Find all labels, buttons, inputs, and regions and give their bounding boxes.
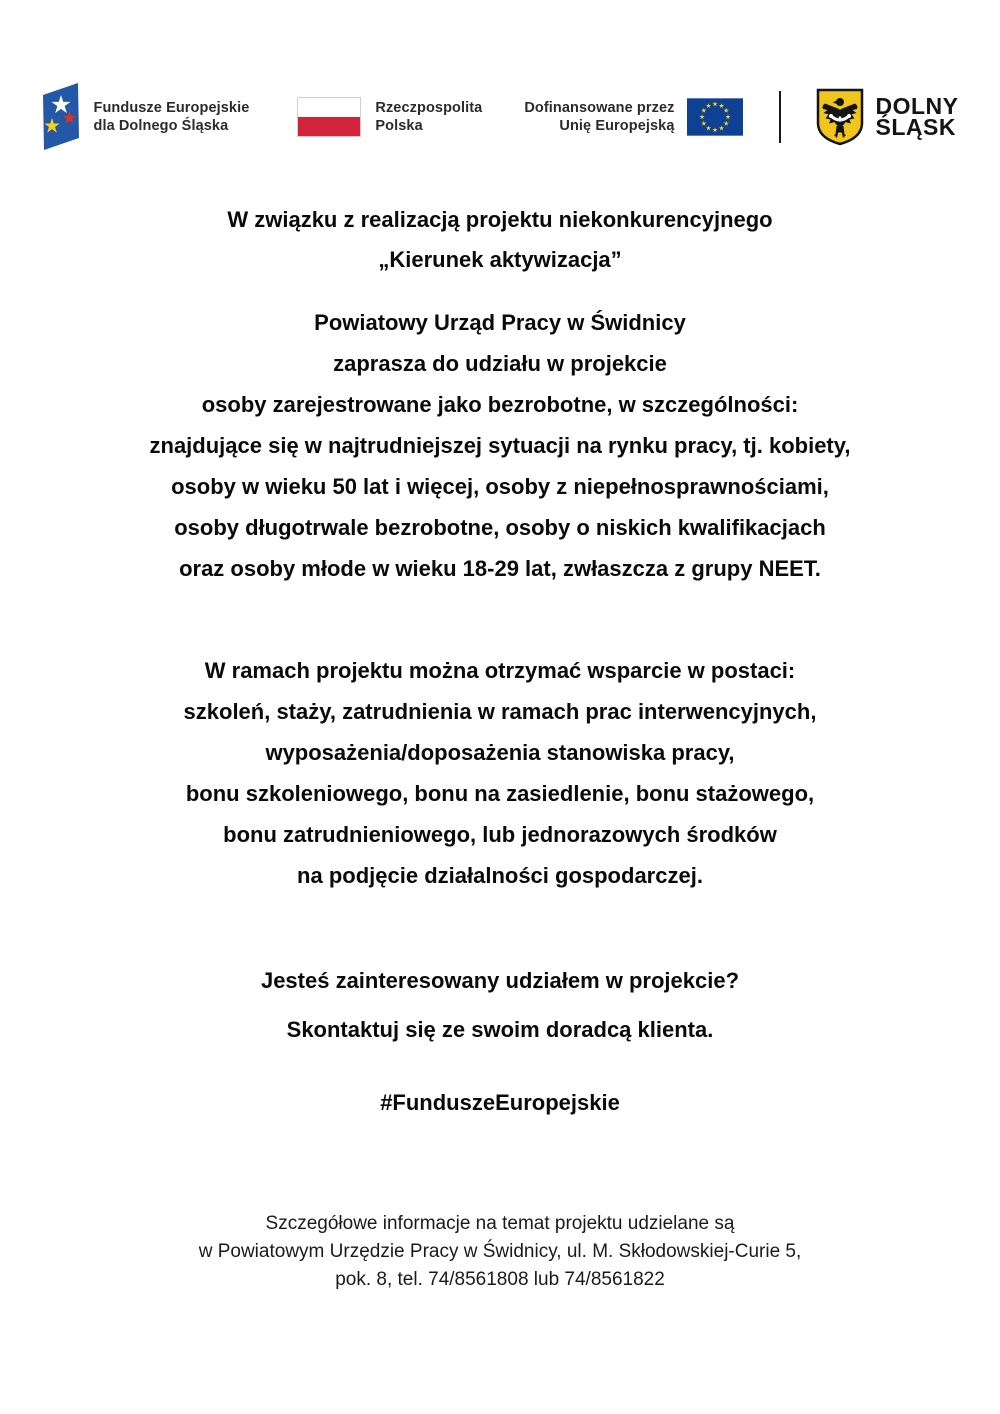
intro-line: W związku z realizacją projektu niekonkurencyjnego <box>227 207 773 232</box>
support-line: wyposażenia/doposażenia stanowiska pracy, <box>265 740 735 765</box>
ds-logo-caption <box>875 93 959 140</box>
intro-paragraph <box>100 200 900 280</box>
fe-logo-line2: dla Dolnego Śląska <box>93 118 229 134</box>
invitation-line: Powiatowy Urząd Pracy w Świdnicy <box>314 310 686 335</box>
lower-silesia-crest-icon <box>815 87 865 147</box>
support-line: szkoleń, staży, zatrudnienia w ramach prac interwencyjnych, <box>183 699 817 724</box>
project-title: „Kierunek aktywizacja” <box>378 247 622 272</box>
invitation-line: osoby w wieku 50 lat i więcej, osoby z niepełnosprawnościami, <box>171 474 829 499</box>
fe-logo-caption <box>93 99 249 135</box>
footer-line: w Powiatowym Urzędzie Pracy w Świdnicy, ul. M. Skłodowskiej-Curie 5, <box>198 1241 802 1262</box>
logo-strip <box>0 83 1000 151</box>
poland-flag-icon <box>297 97 361 137</box>
cta-question: Jesteś zainteresowany udziałem w projekcie? <box>260 968 740 993</box>
eu-logo-caption <box>524 99 674 135</box>
eu-funds-flag-icon <box>41 82 81 152</box>
invitation-line: osoby długotrwale bezrobotne, osoby o niskich kwalifikacjach <box>174 515 826 540</box>
eu-flag-icon <box>687 98 743 136</box>
cta-instruction: Skontaktuj się ze swoim doradcą klienta. <box>286 1017 714 1042</box>
footer-line: pok. 8, tel. 74/8561808 lub 74/8561822 <box>335 1269 665 1290</box>
eu-logo-line1: Dofinansowane przez <box>524 100 675 116</box>
logo-fundusze-europejskie <box>41 82 249 152</box>
pl-logo-caption <box>375 99 482 135</box>
invitation-paragraph <box>100 302 900 589</box>
eu-logo-line2: Unię Europejską <box>559 118 675 134</box>
support-line: bonu szkoleniowego, bonu na zasiedlenie, bonu stażowego, <box>185 781 815 806</box>
invitation-line: znajdujące się w najtrudniejszej sytuacji na rynku pracy, tj. kobiety, <box>149 433 851 458</box>
invitation-line: oraz osoby młode w wieku 18-29 lat, zwłaszcza z grupy NEET. <box>179 556 821 581</box>
support-line: W ramach projektu można otrzymać wsparcie w postaci: <box>204 658 796 683</box>
fe-logo-line1: Fundusze Europejskie <box>93 100 250 116</box>
logo-unia-europejska <box>524 98 742 136</box>
document-body <box>100 151 900 1294</box>
support-paragraph <box>100 650 900 896</box>
logo-rzeczpospolita-polska <box>297 97 482 137</box>
ds-logo-line1: DOLNY <box>875 93 959 119</box>
invitation-line: zaprasza do udziału w projekcie <box>333 351 667 376</box>
footer-contact <box>100 1210 900 1294</box>
footer-line: Szczegółowe informacje na temat projektu udzielane są <box>265 1213 735 1234</box>
logo-separator <box>779 91 781 143</box>
pl-logo-line2: Polska <box>375 118 423 134</box>
support-line: bonu zatrudnieniowego, lub jednorazowych środków <box>223 822 777 847</box>
hashtag: #FunduszeEuropejskie <box>380 1090 620 1115</box>
logo-dolny-slask <box>815 87 959 147</box>
ds-logo-line2: ŚLĄSK <box>875 114 956 140</box>
invitation-line: osoby zarejestrowane jako bezrobotne, w szczególności: <box>201 392 799 417</box>
pl-logo-line1: Rzeczpospolita <box>375 100 483 116</box>
support-line: na podjęcie działalności gospodarczej. <box>297 863 703 888</box>
